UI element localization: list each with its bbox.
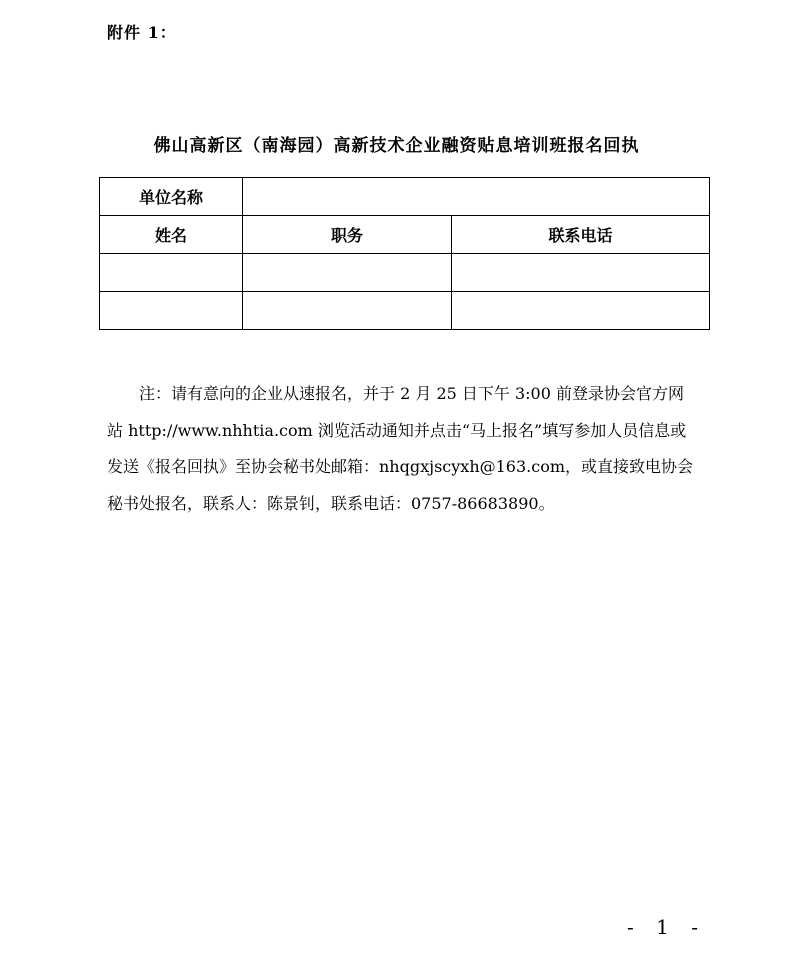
table-row	[100, 254, 710, 292]
column-header-name: 姓名	[100, 216, 243, 254]
page-number: - 1 -	[627, 915, 706, 939]
attachment-label: 附件 1：	[107, 23, 177, 42]
table-row	[100, 292, 710, 330]
column-header-phone: 联系电话	[452, 216, 710, 254]
registration-table	[99, 177, 710, 330]
phone-cell[interactable]	[452, 254, 710, 292]
unit-name-value-cell[interactable]	[243, 178, 710, 216]
unit-name-label: 单位名称	[100, 178, 243, 216]
name-cell[interactable]	[100, 292, 243, 330]
unit-name-row	[100, 178, 710, 216]
registration-note: 注：请有意向的企业从速报名，并于 2 月 25 日下午 3:00 前登录协会官方网站 http://www.nhhtia.com 浏览活动通知并点击“马上报名”填写参加人员信息或发送《报名回执》至协会秘书处邮箱：nhqgxjscyxh@163.com，或直接致电协会秘书处报名，联系人：陈景钊，联系电话：0757-86683890。	[107, 384, 694, 513]
name-cell[interactable]	[100, 254, 243, 292]
position-cell[interactable]	[243, 254, 452, 292]
table-header-row	[100, 216, 710, 254]
phone-cell[interactable]	[452, 292, 710, 330]
document-title: 佛山高新区（南海园）高新技术企业融资贴息培训班报名回执	[153, 136, 640, 156]
position-cell[interactable]	[243, 292, 452, 330]
column-header-position: 职务	[243, 216, 452, 254]
